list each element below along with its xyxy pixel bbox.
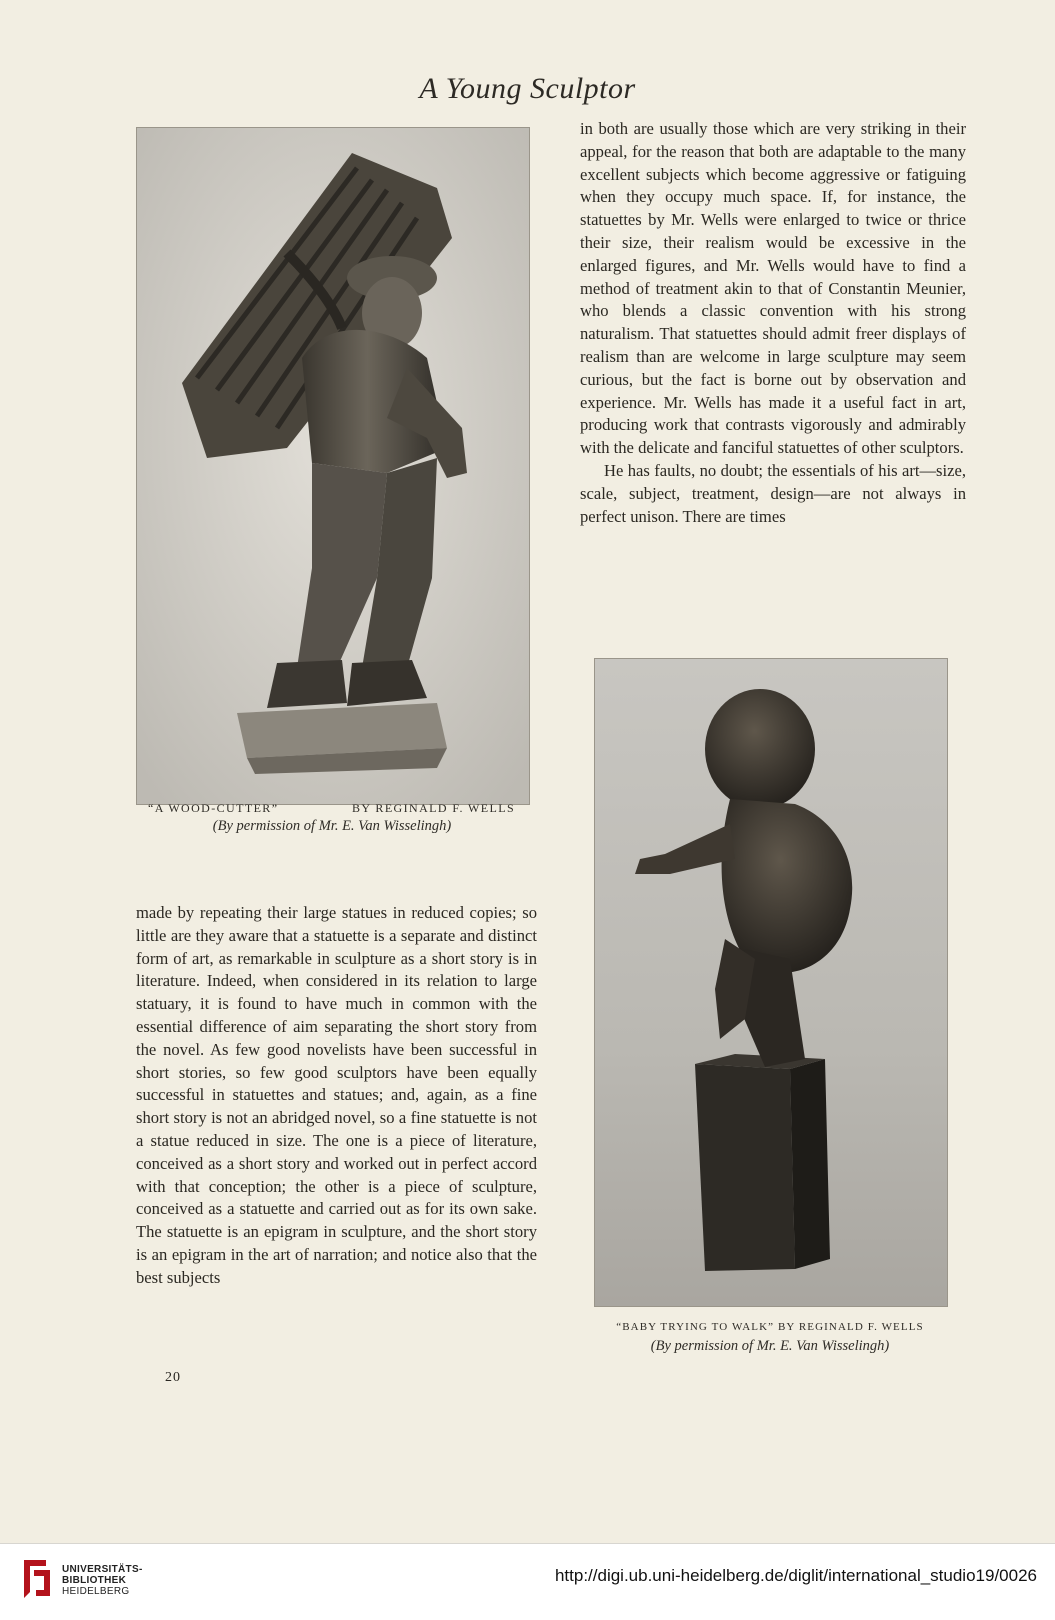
figure-1-caption-credit: (By permission of Mr. E. Van Wisselingh)	[212, 818, 452, 834]
figure-2-caption: “BABY TRYING TO WALK” BY REGINALD F. WELLS	[616, 1321, 924, 1333]
baby-illustration	[595, 659, 947, 1306]
right-column-text	[580, 118, 966, 528]
library-name-line-2: BIBLIOTHEK	[62, 1575, 127, 1586]
library-logo-icon	[20, 1556, 54, 1602]
figure-1-caption-artist: BY REGINALD F. WELLS	[352, 801, 516, 815]
right-paragraph-2: He has faults, no doubt; the essentials of his art—size, scale, subject, treatment, design—are not always in perfect unison. There are times	[580, 460, 966, 526]
page-number: 20	[165, 1370, 181, 1385]
library-name-line-1: UNIVERSITÄTS-	[62, 1564, 143, 1575]
figure-1-caption-title: “A WOOD-CUTTER”	[148, 801, 279, 815]
figure-2-caption-credit: (By permission of Mr. E. Van Wisselingh)	[650, 1338, 890, 1354]
library-name-line-3: HEIDELBERG	[62, 1586, 130, 1597]
digitization-footer	[0, 1543, 1055, 1620]
wood-cutter-illustration	[137, 128, 529, 804]
permalink-url[interactable]: http://digi.ub.uni-heidelberg.de/diglit/international_studio19/0026	[554, 1566, 1037, 1585]
running-title: A Young Sculptor	[419, 72, 636, 105]
left-column-text	[136, 902, 537, 1290]
right-paragraph-1: in both are usually those which are very striking in their appeal, for the reason that both are adaptable to the many excellent subjects which become aggressive or fatiguing when they occupy much space. If, for instance, the statuettes by Mr. Wells were enlarged to twice or thrice their size, their realism would be excessive in the enlarged figures, and Mr. Wells would have to find a method of treatment akin to that of Constantin Meunier, who blends a classic convention with his strong naturalism. That statuettes should admit freer displays of realism than are welcome in large sculpture may seem curious, but the fact is borne out by observation and experience. Mr. Wells has made it a useful fact in art, producing work that contrasts vigorously and admirably with the delicate and fanciful statuettes of other sculptors.	[580, 119, 966, 458]
figure-wood-cutter-image	[136, 127, 530, 805]
library-name	[62, 1564, 143, 1597]
left-paragraph-1: made by repeating their large statues in reduced copies; so little are they aware that a statuette is a separate and distinct form of art, as remarkable in sculpture as a short story is in literature. Indeed, when considered in its relation to large statuary, it is found to have much in common with the essential difference of aim separating the short story from the novel. As few good novelists have been successful in short stories, so few good sculptors have been equally successful in statuettes and statues; and, again, as a fine short story is not an abridged novel, so a fine statuette is not a statue reduced in size. The one is a piece of literature, conceived as a short story and worked out in perfect accord with that conception; the other is a piece of sculpture, conceived as a statuette and carried out as for its own sake. The statuette is an epigram in sculpture, and the short story is an epigram in the art of narration; and notice also that the best subjects	[136, 903, 537, 1287]
figure-baby-image	[594, 658, 948, 1307]
